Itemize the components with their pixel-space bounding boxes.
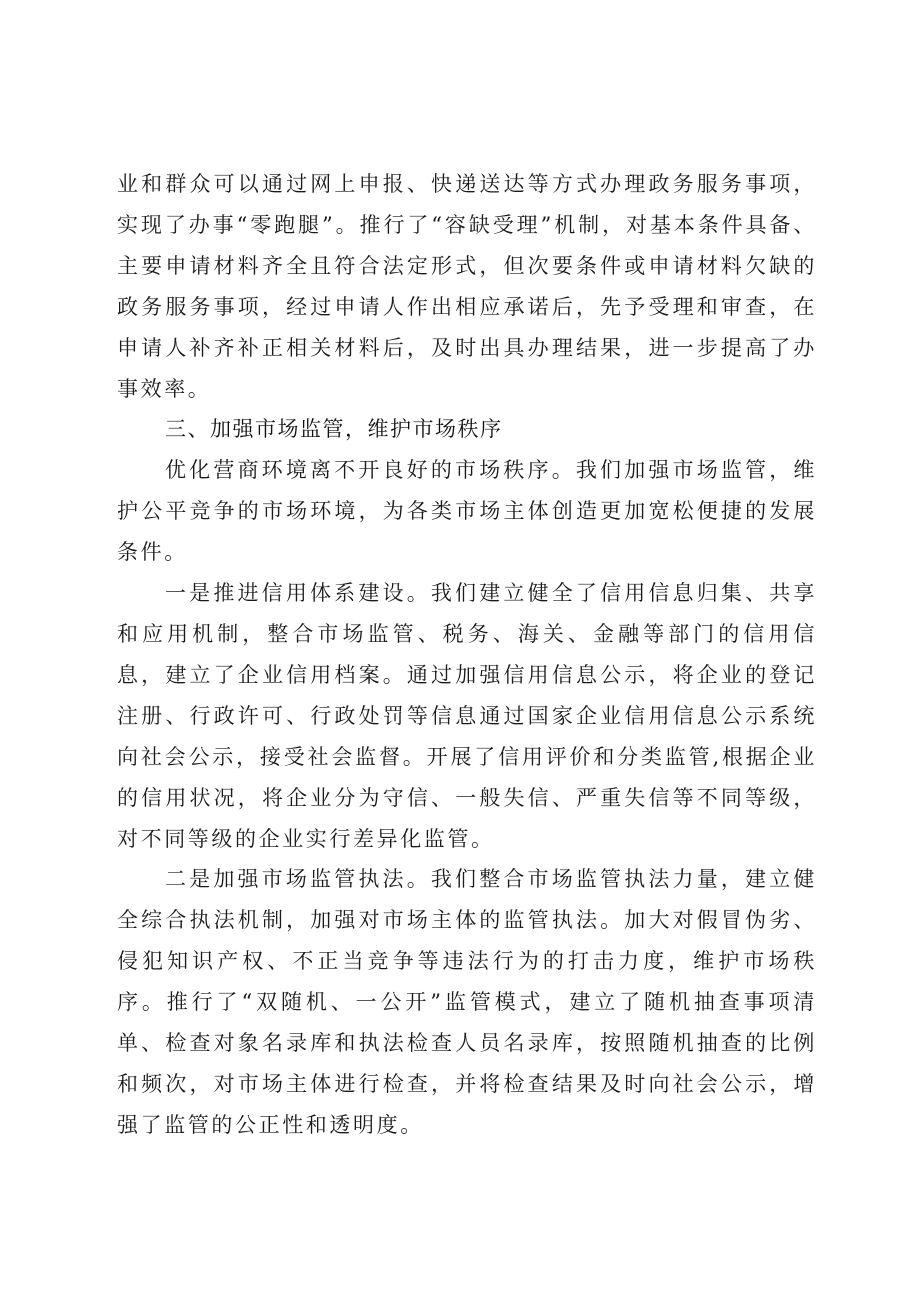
paragraph-continuation: 业和群众可以通过网上申报、快递送达等方式办理政务服务事项，实现了办事“零跑腿”。推行了“容缺受理”机制，对基本条件具备、主要申请材料齐全且符合法定形式，但次要条件或申请材料欠缺的政务服务事项，经过申请人作出相应承诺后，先予受理和审查，在申请人补齐补正相关材料后，及时出具办理结果，进一步提高了办事效率。 xyxy=(117,172,817,401)
paragraph-market-order: 优化营商环境离不开良好的市场秩序。我们加强市场监管，维护公平竞争的市场环境，为各类市场主体创造更加宽松便捷的发展条件。 xyxy=(117,458,817,565)
paragraph-credit-system: 一是推进信用体系建设。我们建立健全了信用信息归集、共享和应用机制，整合市场监管、税务、海关、金融等部门的信用信息，建立了企业信用档案。通过加强信用信息公示，将企业的登记注册、行政许可、行政处罚等信息通过国家企业信用信息公示系统向社会公示，接受社会监督。开展了信用评价和分类监管,根据企业的信用状况，将企业分为守信、一般失信、严重失信等不同等级，对不同等级的企业实行差异化监管。 xyxy=(117,581,817,851)
document-body xyxy=(117,164,817,1146)
paragraph-enforcement: 二是加强市场监管执法。我们整合市场监管执法力量，建立健全综合执法机制，加强对市场主体的监管执法。加大对假冒伪劣、侵犯知识产权、不正当竞争等违法行为的打击力度，维护市场秩序。推行了“双随机、一公开”监管模式，建立了随机抽查事项清单、检查对象名录库和执法检查人员名录库，按照随机抽查的比例和频次，对市场主体进行检查，并将检查结果及时向社会公示，增强了监管的公正性和透明度。 xyxy=(117,867,817,1137)
section-heading: 三、加强市场监管，维护市场秩序 xyxy=(165,417,503,442)
